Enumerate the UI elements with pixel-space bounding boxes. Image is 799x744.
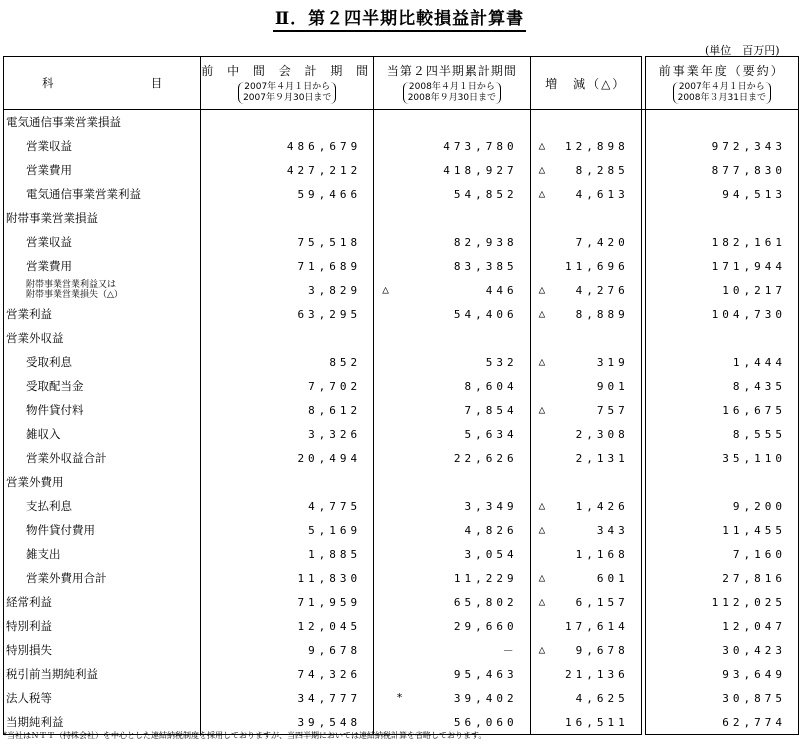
- table-row: [4, 254, 799, 278]
- prev-interim-value: 20,494: [201, 446, 374, 470]
- prev-year-value: 93,649: [645, 662, 798, 686]
- negative-marker: △: [538, 523, 546, 536]
- row-label: 雑収入: [4, 422, 201, 446]
- prev-year-value: [645, 470, 798, 494]
- prev-year-value: 171,944: [645, 254, 798, 278]
- current-q2-value: 3,349: [374, 494, 530, 518]
- negative-marker: △: [538, 163, 546, 176]
- table-row: [4, 494, 799, 518]
- prev-interim-value: 59,466: [201, 182, 374, 206]
- table-row: [4, 446, 799, 470]
- row-label: 特別損失: [4, 638, 201, 662]
- table-row: [4, 326, 799, 350]
- table-row: [4, 206, 799, 230]
- change-value: 901: [530, 374, 641, 398]
- table-row: [4, 278, 799, 302]
- change-value: 21,136: [530, 662, 641, 686]
- prev-year-value: 30,423: [645, 638, 798, 662]
- prev-year-value: 27,816: [645, 566, 798, 590]
- prev-year-value: [645, 110, 798, 135]
- prev-interim-value: 71,959: [201, 590, 374, 614]
- prev-interim-value: 1,885: [201, 542, 374, 566]
- current-q2-value: 22,626: [374, 446, 530, 470]
- change-value: △ 12,898: [530, 134, 641, 158]
- prev-year-value: 30,875: [645, 686, 798, 710]
- prev-interim-value: 74,326: [201, 662, 374, 686]
- prev-year-value: 8,435: [645, 374, 798, 398]
- change-value: △ 6,157: [530, 590, 641, 614]
- table-row: [4, 686, 799, 710]
- negative-marker: △: [538, 187, 546, 200]
- change-value: △ 4,276: [530, 278, 641, 302]
- row-label: 電気通信事業営業利益: [4, 182, 201, 206]
- prev-interim-value: [201, 326, 374, 350]
- table-row: [4, 566, 799, 590]
- current-q2-value: 418,927: [374, 158, 530, 182]
- current-q2-value: 56,060: [374, 710, 530, 735]
- prev-year-value: 12,047: [645, 614, 798, 638]
- prev-year-value: 35,110: [645, 446, 798, 470]
- current-q2-value: 8,604: [374, 374, 530, 398]
- current-q2-value: 3,054: [374, 542, 530, 566]
- change-value: 17,614: [530, 614, 641, 638]
- prev-year-value: 7,160: [645, 542, 798, 566]
- current-q2-value: 82,938: [374, 230, 530, 254]
- row-label: 附帯事業営業利益又は 附帯事業営業損失（△）: [4, 278, 201, 302]
- row-label: 経常利益: [4, 590, 201, 614]
- prev-year-value: 9,200: [645, 494, 798, 518]
- prev-year-value: [645, 326, 798, 350]
- prev-year-value: 94,513: [645, 182, 798, 206]
- current-q2-value: 54,406: [374, 302, 530, 326]
- current-q2-value: * 39,402: [374, 686, 530, 710]
- change-header: 増 減（△）: [530, 57, 641, 110]
- asterisk-marker: *: [396, 691, 403, 704]
- prev-interim-value: 7,702: [201, 374, 374, 398]
- prev-interim-value: 427,212: [201, 158, 374, 182]
- change-value: 16,511: [530, 710, 641, 735]
- row-label: 受取利息: [4, 350, 201, 374]
- negative-marker: △: [538, 139, 546, 152]
- change-value: △ 8,889: [530, 302, 641, 326]
- prev-year-value: 16,675: [645, 398, 798, 422]
- change-value: 4,625: [530, 686, 641, 710]
- change-value: △ 757: [530, 398, 641, 422]
- table-row: [4, 374, 799, 398]
- table-row: [4, 182, 799, 206]
- prev-year-value: 11,455: [645, 518, 798, 542]
- change-value: 2,308: [530, 422, 641, 446]
- change-value: △ 4,613: [530, 182, 641, 206]
- row-label: 法人税等: [4, 686, 201, 710]
- prev-year-value: 112,025: [645, 590, 798, 614]
- current-q2-value: 65,802: [374, 590, 530, 614]
- negative-marker: △: [538, 499, 546, 512]
- prev-year-value: 8,555: [645, 422, 798, 446]
- change-value: [530, 470, 641, 494]
- row-label: 支払利息: [4, 494, 201, 518]
- row-label: 雑支出: [4, 542, 201, 566]
- current-q2-value: 95,463: [374, 662, 530, 686]
- prev-interim-value: 39,548: [201, 710, 374, 735]
- current-q2-value: 4,826: [374, 518, 530, 542]
- table-row: [4, 134, 799, 158]
- negative-marker: △: [538, 595, 546, 608]
- current-q2-value: [374, 206, 530, 230]
- change-value: △ 1,426: [530, 494, 641, 518]
- prev-year-value: [645, 206, 798, 230]
- current-q2-value: 473,780: [374, 134, 530, 158]
- negative-marker: △: [538, 571, 546, 584]
- prev-interim-value: 75,518: [201, 230, 374, 254]
- row-label: 受取配当金: [4, 374, 201, 398]
- header-row: [4, 57, 799, 110]
- current-q2-value: 83,385: [374, 254, 530, 278]
- prev-interim-value: 3,829: [201, 278, 374, 302]
- table-row: [4, 518, 799, 542]
- prev-year-value: 972,343: [645, 134, 798, 158]
- change-value: 7,420: [530, 230, 641, 254]
- current-q2-header: 当第２四半期累計期間 2008年４月１日から 2008年９月30日まで: [374, 57, 530, 110]
- row-label: 税引前当期純利益: [4, 662, 201, 686]
- negative-marker: △: [382, 283, 389, 296]
- table-row: [4, 350, 799, 374]
- table-row: [4, 542, 799, 566]
- prev-year-value: 877,830: [645, 158, 798, 182]
- prev-interim-value: 9,678: [201, 638, 374, 662]
- prev-interim-value: 11,830: [201, 566, 374, 590]
- table-row: [4, 110, 799, 135]
- row-label: 特別利益: [4, 614, 201, 638]
- negative-marker: △: [538, 355, 546, 368]
- change-value: △ 9,678: [530, 638, 641, 662]
- current-q2-value: [374, 470, 530, 494]
- row-label: 営業利益: [4, 302, 201, 326]
- row-label: 営業費用: [4, 158, 201, 182]
- prev-year-value: 182,161: [645, 230, 798, 254]
- table-row: [4, 662, 799, 686]
- negative-marker: △: [538, 643, 546, 656]
- table-row: [4, 470, 799, 494]
- current-q2-value: [374, 326, 530, 350]
- table-row: [4, 302, 799, 326]
- row-label: 当期純利益: [4, 710, 201, 735]
- row-label: 電気通信事業営業損益: [4, 110, 201, 135]
- prev-interim-value: [201, 470, 374, 494]
- page-title: Ⅱ．第２四半期比較損益計算書: [0, 4, 799, 29]
- current-q2-value: 29,660: [374, 614, 530, 638]
- current-q2-value: 532: [374, 350, 530, 374]
- table-row: [4, 422, 799, 446]
- prev-interim-value: 34,777: [201, 686, 374, 710]
- income-statement-table: [3, 56, 799, 735]
- negative-marker: △: [538, 283, 546, 296]
- subject-header: 科 目: [4, 57, 201, 110]
- table-row: [4, 590, 799, 614]
- prev-interim-value: 3,326: [201, 422, 374, 446]
- current-q2-value: 54,852: [374, 182, 530, 206]
- prev-year-value: 104,730: [645, 302, 798, 326]
- prev-year-value: 10,217: [645, 278, 798, 302]
- footnote: *当社はＮＴＴ（持株会社）を中心とした連結納税制度を採用しておりますが、当四半期においては連結納税計算を省略しております。: [3, 731, 487, 740]
- prev-interim-value: 4,775: [201, 494, 374, 518]
- row-label: 物件貸付費用: [4, 518, 201, 542]
- current-q2-value: 11,229: [374, 566, 530, 590]
- prev-interim-value: 5,169: [201, 518, 374, 542]
- prev-interim-value: [201, 110, 374, 135]
- negative-marker: △: [538, 307, 546, 320]
- change-value: [530, 206, 641, 230]
- row-label: 附帯事業営業損益: [4, 206, 201, 230]
- prev-interim-value: 852: [201, 350, 374, 374]
- row-label: 営業外収益: [4, 326, 201, 350]
- change-value: △ 319: [530, 350, 641, 374]
- current-q2-value: [374, 110, 530, 135]
- row-label: 物件貸付料: [4, 398, 201, 422]
- current-q2-value: 5,634: [374, 422, 530, 446]
- table-row: [4, 614, 799, 638]
- row-label: 営業収益: [4, 230, 201, 254]
- prev-interim-value: 71,689: [201, 254, 374, 278]
- current-q2-value: △ 446: [374, 278, 530, 302]
- change-value: △ 601: [530, 566, 641, 590]
- change-value: 1,168: [530, 542, 641, 566]
- prev-interim-header: 前 中 間 会 計 期 間 2007年４月１日から 2007年９月30日まで: [201, 57, 374, 110]
- row-label: 営業費用: [4, 254, 201, 278]
- change-value: 11,696: [530, 254, 641, 278]
- change-value: △ 343: [530, 518, 641, 542]
- prev-interim-value: 12,045: [201, 614, 374, 638]
- table-row: [4, 230, 799, 254]
- prev-interim-value: 486,679: [201, 134, 374, 158]
- table-row: [4, 638, 799, 662]
- unit-note: (単位 百万円): [705, 44, 780, 57]
- change-value: [530, 110, 641, 135]
- current-q2-value: 7,854: [374, 398, 530, 422]
- prev-year-header: 前事業年度（要約） 2007年４月１日から 2008年３月31日まで: [645, 57, 798, 110]
- table-row: [4, 158, 799, 182]
- row-label: 営業収益: [4, 134, 201, 158]
- negative-marker: △: [538, 403, 546, 416]
- row-label: 営業外収益合計: [4, 446, 201, 470]
- change-value: 2,131: [530, 446, 641, 470]
- prev-interim-value: 8,612: [201, 398, 374, 422]
- row-label: 営業外費用: [4, 470, 201, 494]
- prev-year-value: 1,444: [645, 350, 798, 374]
- prev-year-value: 62,774: [645, 710, 798, 735]
- prev-interim-value: [201, 206, 374, 230]
- prev-interim-value: 63,295: [201, 302, 374, 326]
- change-value: [530, 326, 641, 350]
- change-value: △ 8,285: [530, 158, 641, 182]
- current-q2-value: －: [374, 638, 530, 662]
- row-label: 営業外費用合計: [4, 566, 201, 590]
- table-row: [4, 398, 799, 422]
